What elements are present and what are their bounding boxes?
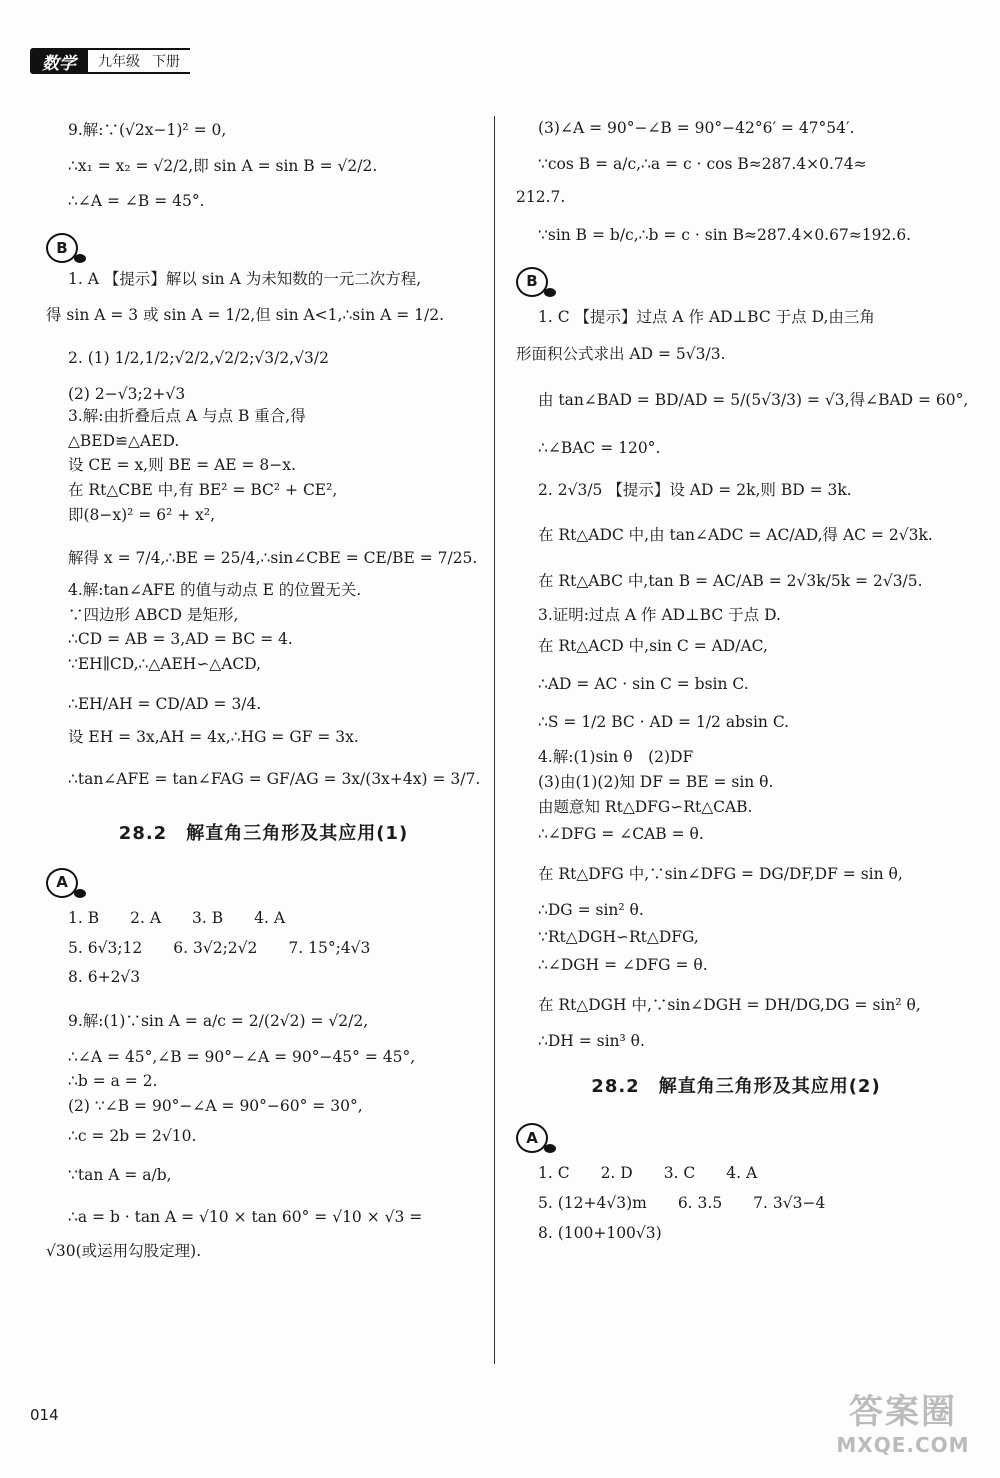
answer-line: ∴EH/AH = CD/AD = 3/4.: [68, 694, 262, 713]
answer-line: 在 Rt△ADC 中,由 tan∠ADC = AC/AD,得 AC = 2√3k.: [538, 526, 933, 545]
header-volume: 下册: [152, 54, 180, 70]
level-a-icon: A: [516, 1123, 548, 1153]
answer-line: (3)由(1)(2)知 DF = BE = sin θ.: [538, 773, 774, 791]
answer-line: ∴b = a = 2.: [68, 1072, 158, 1091]
answer-line: ∴∠DFG = ∠CAB = θ.: [538, 825, 704, 844]
page-number: 014: [30, 1406, 59, 1424]
answer-line: 形面积公式求出 AD = 5√3/3.: [516, 345, 726, 364]
answer-line: 1. B 2. A 3. B 4. A: [68, 908, 286, 927]
answer-line: ∴a = b · tan A = √10 × tan 60° = √10 × √3 =: [68, 1208, 423, 1227]
answer-line: 212.7.: [516, 188, 566, 207]
answer-line: △BED≌△AED.: [68, 431, 180, 450]
answer-line: ∴DG = sin² θ.: [538, 900, 644, 919]
answer-line: 2. (1) 1/2,1/2;√2/2,√2/2;√3/2,√3/2: [68, 349, 330, 368]
answer-line: 4.解:tan∠AFE 的值与动点 E 的位置无关.: [68, 580, 362, 599]
watermark-url: MXQE.COM: [836, 1433, 970, 1457]
answer-line: 1. C 2. D 3. C 4. A: [538, 1164, 758, 1183]
answer-line: ∴x₁ = x₂ = √2/2,即 sin A = sin B = √2/2.: [68, 156, 378, 175]
watermark-logo-text: 答案圈: [849, 1392, 957, 1432]
level-b-icon: B: [46, 233, 78, 263]
answer-line: ∴AD = AC · sin C = bsin C.: [538, 674, 749, 693]
level-b-badge: [516, 267, 956, 297]
level-a-badge: [516, 1123, 956, 1153]
level-a-icon: A: [46, 868, 78, 898]
answer-line: 3.证明:过点 A 作 AD⊥BC 于点 D.: [538, 605, 781, 624]
answer-line: ∴∠DGH = ∠DFG = θ.: [538, 956, 708, 975]
answer-line: ∴DH = sin³ θ.: [538, 1031, 645, 1050]
header-subject: 数学: [30, 48, 88, 74]
page-header: [30, 48, 190, 74]
right-column: [516, 118, 969, 1244]
header-grade: 九年级: [98, 54, 140, 70]
section-title: 28.2 解直角三角形及其应用(1): [118, 822, 409, 844]
answer-line: 8. (100+100√3): [538, 1223, 662, 1242]
answer-line: ∴tan∠AFE = tan∠FAG = GF/AG = 3x/(3x+4x) = 3/7.: [68, 770, 481, 789]
answer-line: ∴∠A = 45°,∠B = 90°−∠A = 90°−45° = 45°,: [68, 1047, 416, 1066]
answer-line: 9.解:∵(√2x−1)² = 0,: [68, 121, 227, 139]
answer-line: ∵tan A = a/b,: [68, 1166, 172, 1185]
answer-line: 设 CE = x,则 BE = AE = 8−x.: [68, 456, 296, 475]
answer-line: 8. 6+2√3: [68, 968, 141, 987]
answer-line: 解得 x = 7/4,∴BE = 25/4,∴sin∠CBE = CE/BE = 7/25.: [68, 549, 478, 568]
answer-line: √30(或运用勾股定理).: [46, 1241, 202, 1260]
column-divider: [494, 116, 495, 1364]
watermark: [828, 1384, 978, 1464]
answer-line: ∴∠A = ∠B = 45°.: [68, 192, 205, 211]
answer-line: 1. A 【提示】解以 sin A 为未知数的一元二次方程,: [68, 270, 422, 289]
answer-line: ∵EH∥CD,∴△AEH∽△ACD,: [68, 655, 262, 673]
answer-line: 在 Rt△DFG 中,∵sin∠DFG = DG/DF,DF = sin θ,: [538, 865, 903, 884]
answer-line: 3.解:由折叠后点 A 与点 B 重合,得: [68, 406, 306, 425]
answer-line: ∴CD = AB = 3,AD = BC = 4.: [68, 630, 293, 649]
answer-line: (3)∠A = 90°−∠B = 90°−42°6′ = 47°54′.: [538, 119, 855, 137]
answer-line: ∴∠BAC = 120°.: [538, 438, 661, 457]
header-info: [88, 48, 190, 74]
answer-line: ∵cos B = a/c,∴a = c · cos B≈287.4×0.74≈: [538, 154, 867, 173]
answer-line: ∴c = 2b = 2√10.: [68, 1126, 197, 1145]
answer-line: 即(8−x)² = 6² + x²,: [68, 505, 216, 524]
level-a-badge: [46, 868, 481, 898]
answer-line: 在 Rt△ACD 中,sin C = AD/AC,: [538, 637, 768, 656]
answer-line: 由 tan∠BAD = BD/AD = 5/(5√3/3) = √3,得∠BAD = 60°,: [538, 391, 969, 410]
answer-line: 在 Rt△DGH 中,∵sin∠DGH = DH/DG,DG = sin² θ,: [538, 995, 921, 1014]
answer-line: ∵sin B = b/c,∴b = c · sin B≈287.4×0.67≈192.6.: [538, 226, 912, 245]
answer-line: 2. 2√3/5 【提示】设 AD = 2k,则 BD = 3k.: [538, 480, 852, 499]
answer-line: ∵四边形 ABCD 是矩形,: [68, 605, 239, 624]
answer-line: (2) ∵∠B = 90°−∠A = 90°−60° = 30°,: [68, 1097, 363, 1116]
answer-line: 得 sin A = 3 或 sin A = 1/2,但 sin A<1,∴sin A = 1/2.: [46, 305, 445, 324]
level-b-icon: B: [516, 267, 548, 297]
answer-line: 在 Rt△CBE 中,有 BE² = BC² + CE²,: [68, 480, 338, 499]
answer-line: (2) 2−√3;2+√3: [68, 385, 186, 404]
answer-line: 4.解:(1)sin θ (2)DF: [538, 748, 694, 767]
answer-line: 由题意知 Rt△DFG∽Rt△CAB.: [538, 797, 753, 816]
answer-line: 在 Rt△ABC 中,tan B = AC/AB = 2√3k/5k = 2√3/5.: [538, 571, 923, 590]
level-b-badge: [46, 233, 481, 263]
answer-line: 1. C 【提示】过点 A 作 AD⊥BC 于点 D,由三角: [538, 307, 875, 326]
answer-line: 9.解:(1)∵sin A = a/c = 2/(2√2) = √2/2,: [68, 1012, 369, 1030]
section-title: 28.2 解直角三角形及其应用(2): [591, 1076, 881, 1098]
answer-line: 5. 6√3;12 6. 3√2;2√2 7. 15°;4√3: [68, 938, 371, 957]
answer-line: 设 EH = 3x,AH = 4x,∴HG = GF = 3x.: [68, 728, 359, 747]
answer-line: ∵Rt△DGH∽Rt△DFG,: [538, 928, 699, 947]
answer-line: ∴S = 1/2 BC · AD = 1/2 absin C.: [538, 712, 790, 731]
left-column: [46, 118, 481, 1263]
answer-line: 5. (12+4√3)m 6. 3.5 7. 3√3−4: [538, 1194, 826, 1213]
